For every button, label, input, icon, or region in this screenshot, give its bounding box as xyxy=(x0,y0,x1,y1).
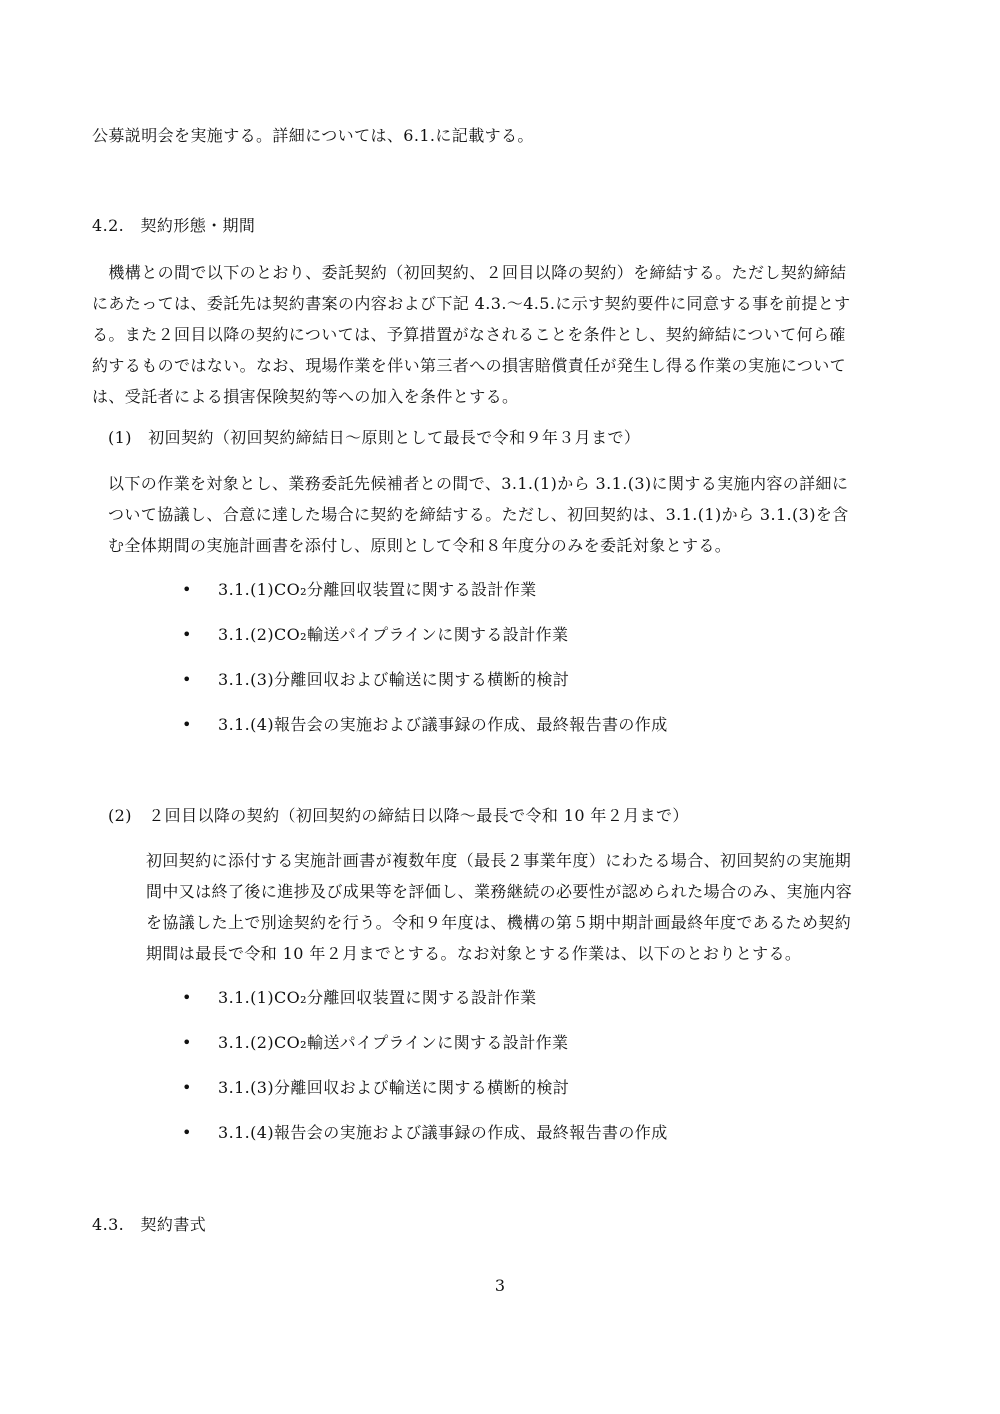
paragraph-line: ついて協議し、合意に達した場合に契約を締結する。ただし、初回契約は、3.1.(1)から 3.1.(3)を含 xyxy=(108,505,849,524)
list-item xyxy=(182,1120,742,1146)
paragraph-line: 間中又は終了後に進捗及び成果等を評価し、業務継続の必要性が認められた場合のみ、実施内容 xyxy=(146,882,853,901)
section-heading-4-2: 4.2. 契約形態・期間 xyxy=(92,216,256,235)
list-item xyxy=(182,577,742,603)
list-item xyxy=(182,985,742,1011)
paragraph-line: る。また２回目以降の契約については、予算措置がなされることを条件とし、契約締結について何ら確 xyxy=(92,325,846,344)
list-item xyxy=(182,1075,742,1101)
list-item-text: 3.1.(4)報告会の実施および議事録の作成、最終報告書の作成 xyxy=(218,715,668,734)
bullet-icon: • xyxy=(182,670,192,689)
bullet-icon: • xyxy=(182,988,192,1007)
bullet-icon: • xyxy=(182,1078,192,1097)
item-2-paragraph xyxy=(146,845,852,969)
list-item-text: 3.1.(3)分離回収および輸送に関する横断的検討 xyxy=(218,1078,570,1097)
list-item-text: 3.1.(4)報告会の実施および議事録の作成、最終報告書の作成 xyxy=(218,1123,668,1142)
list-item xyxy=(182,667,742,693)
paragraph-line: 期間は最長で令和 10 年２月までとする。なお対象とする作業は、以下のとおりとする。 xyxy=(146,944,802,963)
page-number: 3 xyxy=(494,1276,506,1295)
bullet-icon: • xyxy=(182,1123,192,1142)
list-item xyxy=(182,1030,742,1056)
list-item-text: 3.1.(1)CO₂分離回収装置に関する設計作業 xyxy=(218,580,537,599)
bullet-icon: • xyxy=(182,1033,192,1052)
paragraph-line: 以下の作業を対象とし、業務委託先候補者との間で、3.1.(1)から 3.1.(3)に関する実施内容の詳細に xyxy=(108,474,849,493)
paragraph-line: 機構との間で以下のとおり、委託契約（初回契約、２回目以降の契約）を締結する。ただし契約締結 xyxy=(92,263,847,282)
paragraph-line: にあたっては、委託先は契約書案の内容および下記 4.3.～4.5.に示す契約要件に同意する事を前提とす xyxy=(92,294,851,313)
item-1-paragraph xyxy=(108,468,849,561)
list-item-text: 3.1.(2)CO₂輸送パイプラインに関する設計作業 xyxy=(218,1033,569,1052)
bullet-icon: • xyxy=(182,580,192,599)
list-item xyxy=(182,622,742,648)
list-item-text: 3.1.(2)CO₂輸送パイプラインに関する設計作業 xyxy=(218,625,569,644)
list-item-text: 3.1.(3)分離回収および輸送に関する横断的検討 xyxy=(218,670,570,689)
section-4-2-paragraph xyxy=(92,257,851,412)
paragraph-line: を協議した上で別途契約を行う。令和９年度は、機構の第５期中期計画最終年度であるため契約 xyxy=(146,913,852,932)
paragraph-line: 約するものではない。なお、現場作業を伴い第三者への損害賠償責任が発生し得る作業の実施について xyxy=(92,356,847,375)
item-2-heading: (2) ２回目以降の契約（初回契約の締結日以降～最長で令和 10 年２月まで） xyxy=(108,806,689,825)
list-item xyxy=(182,712,742,738)
intro-line: 公募説明会を実施する。詳細については、6.1.に記載する。 xyxy=(92,126,534,145)
item-1-heading: (1) 初回契約（初回契約締結日～原則として最長で令和９年３月まで） xyxy=(108,428,641,447)
paragraph-line: 初回契約に添付する実施計画書が複数年度（最長２事業年度）にわたる場合、初回契約の実施期 xyxy=(146,851,852,870)
bullet-icon: • xyxy=(182,715,192,734)
bullet-icon: • xyxy=(182,625,192,644)
list-item-text: 3.1.(1)CO₂分離回収装置に関する設計作業 xyxy=(218,988,537,1007)
paragraph-line: む全体期間の実施計画書を添付し、原則として令和８年度分のみを委託対象とする。 xyxy=(108,536,732,555)
paragraph-line: は、受託者による損害保険契約等への加入を条件とする。 xyxy=(92,387,519,406)
section-heading-4-3: 4.3. 契約書式 xyxy=(92,1215,207,1234)
